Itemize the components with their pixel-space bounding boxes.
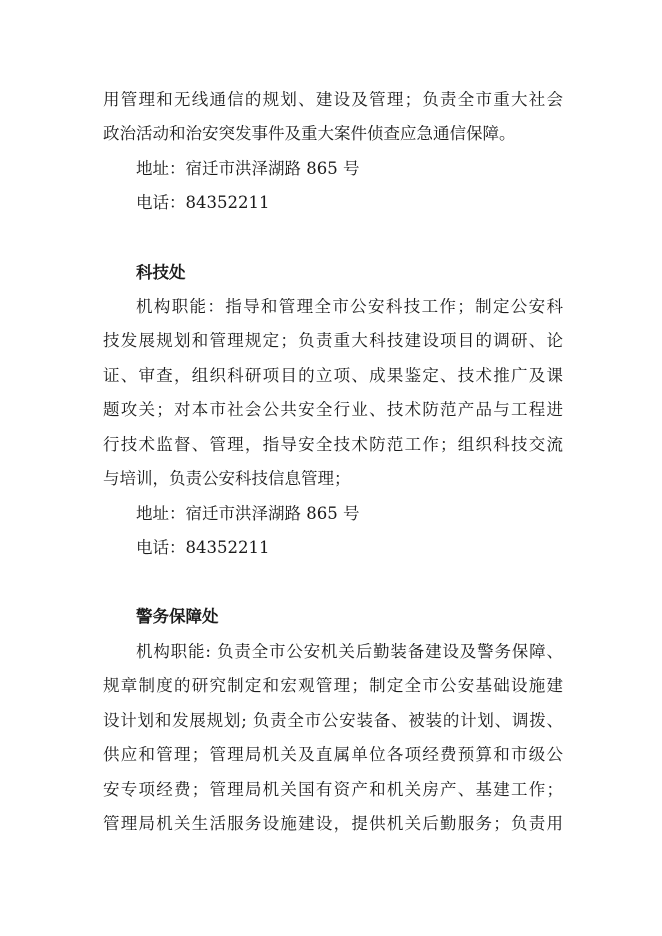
- jingwu-line-5: 安专项经费；管理局机关国有资产和机关房产、基建工作；: [103, 780, 563, 799]
- keji-phone: 电话：84352211: [136, 538, 270, 557]
- keji-line-2: 技发展规划和管理规定；负责重大科技建设项目的调研、论: [103, 331, 563, 350]
- intro-line-2: 政治活动和治安突发事件及重大案件侦查应急通信保障。: [103, 124, 516, 143]
- keji-line-4: 题攻关；对本市社会公共安全行业、技术防范产品与工程进: [103, 400, 563, 419]
- jingwu-line-4: 供应和管理；管理局机关及直属单位各项经费预算和市级公: [103, 745, 563, 764]
- section-title-jingwu: 警务保障处: [136, 607, 219, 626]
- jingwu-line-1: 机构职能: 负责全市公安机关后勤装备建设及警务保障、: [136, 642, 563, 661]
- jingwu-line-6: 管理局机关生活服务设施建设，提供机关后勤服务；负责用: [103, 814, 563, 833]
- jingwu-line-2: 规章制度的研究制定和宏观管理；制定全市公安基础设施建: [103, 676, 563, 695]
- keji-line-5: 行技术监督、管理，指导安全技术防范工作；组织科技交流: [103, 435, 563, 454]
- intro-address: 地址：宿迁市洪泽湖路 865 号: [136, 159, 360, 178]
- keji-line-1: 机构职能：指导和管理全市公安科技工作；制定公安科: [136, 297, 563, 316]
- jingwu-line-3: 设计划和发展规划; 负责全市公安装备、被装的计划、调拨、: [103, 711, 563, 730]
- keji-line-6: 与培训，负责公安科技信息管理；: [103, 469, 351, 488]
- intro-line-1: 用管理和无线通信的规划、建设及管理；负责全市重大社会: [103, 90, 563, 109]
- section-title-keji: 科技处: [136, 263, 186, 282]
- keji-address: 地址：宿迁市洪泽湖路 865 号: [136, 504, 360, 523]
- intro-phone: 电话：84352211: [136, 193, 270, 212]
- keji-line-3: 证、审查，组织科研项目的立项、成果鉴定、技术推广及课: [103, 366, 563, 385]
